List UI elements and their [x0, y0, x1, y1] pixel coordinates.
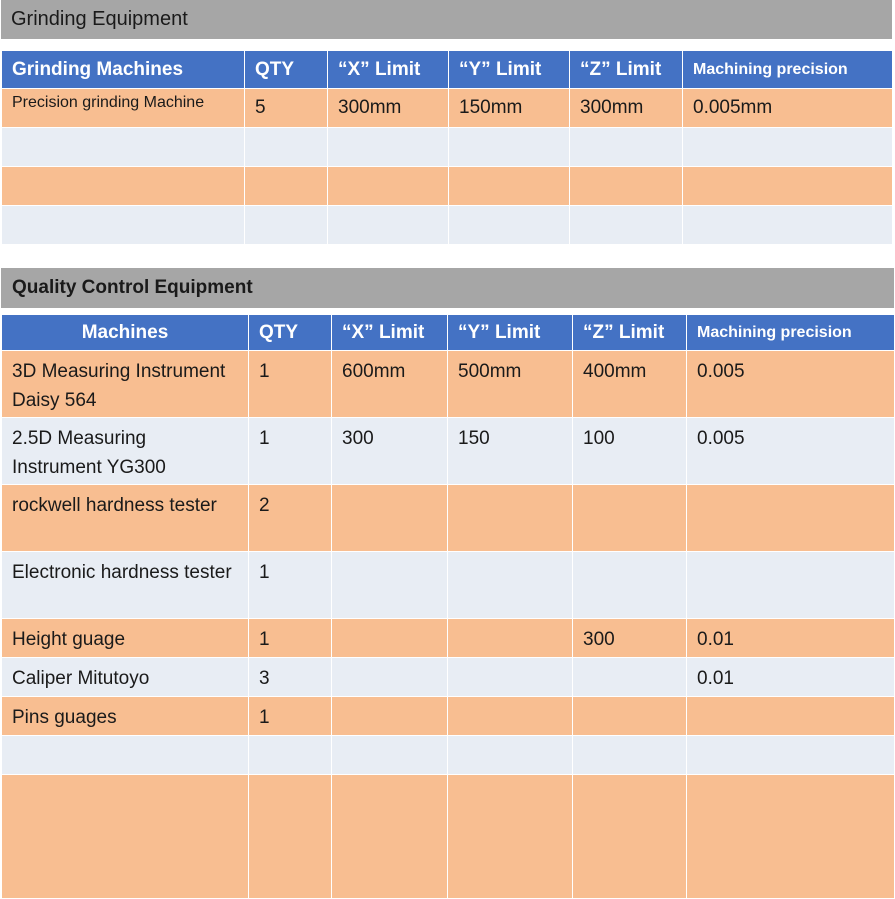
quality-section-title: Quality Control Equipment	[1, 268, 894, 308]
cell-z-limit: 300mm	[570, 89, 683, 128]
cell-machine	[2, 206, 245, 245]
cell-precision: 0.005mm	[683, 89, 893, 128]
cell-z-limit: 300	[573, 619, 687, 658]
cell-z-limit	[573, 775, 687, 899]
cell-z-limit	[573, 552, 687, 619]
cell-z-limit: 100	[573, 418, 687, 485]
cell-precision	[683, 167, 893, 206]
table-row	[2, 619, 895, 658]
cell-z-limit	[573, 658, 687, 697]
cell-z-limit	[573, 697, 687, 736]
cell-x-limit	[332, 552, 448, 619]
table-row	[2, 418, 895, 485]
table-row	[2, 206, 893, 245]
table-row	[2, 736, 895, 775]
cell-qty: 1	[249, 619, 332, 658]
cell-precision	[687, 485, 895, 552]
quality-table	[1, 314, 895, 899]
cell-y-limit: 150mm	[449, 89, 570, 128]
cell-precision	[687, 552, 895, 619]
cell-precision	[683, 206, 893, 245]
cell-qty: 1	[249, 351, 332, 418]
cell-machine	[2, 128, 245, 167]
cell-z-limit	[570, 167, 683, 206]
table-row	[2, 775, 895, 899]
cell-machine: Caliper Mitutoyo	[2, 658, 249, 697]
header-precision: Machining precision	[687, 315, 895, 351]
cell-x-limit: 300	[332, 418, 448, 485]
cell-qty: 5	[245, 89, 328, 128]
table-row	[2, 552, 895, 619]
cell-qty: 1	[249, 697, 332, 736]
quality-control-section	[1, 268, 894, 728]
cell-machine: rockwell hardness tester	[2, 485, 249, 552]
header-x-limit: “X” Limit	[328, 51, 449, 89]
cell-y-limit	[448, 619, 573, 658]
cell-x-limit	[328, 167, 449, 206]
cell-y-limit	[448, 736, 573, 775]
cell-y-limit	[448, 485, 573, 552]
cell-z-limit	[570, 128, 683, 167]
table-row	[2, 128, 893, 167]
grinding-equipment-section	[1, 0, 892, 118]
cell-machine	[2, 775, 249, 899]
cell-machine: Precision grinding Machine	[2, 89, 245, 128]
cell-machine: Electronic hardness tester	[2, 552, 249, 619]
cell-qty: 1	[249, 552, 332, 619]
cell-y-limit	[449, 206, 570, 245]
table-row	[2, 658, 895, 697]
cell-y-limit	[448, 775, 573, 899]
cell-machine	[2, 736, 249, 775]
cell-z-limit	[570, 206, 683, 245]
cell-precision	[687, 775, 895, 899]
cell-qty	[245, 128, 328, 167]
header-y-limit: “Y” Limit	[449, 51, 570, 89]
cell-x-limit	[328, 206, 449, 245]
cell-z-limit	[573, 736, 687, 775]
cell-y-limit	[448, 697, 573, 736]
cell-machine: Pins guages	[2, 697, 249, 736]
cell-x-limit	[332, 485, 448, 552]
cell-precision: 0.005	[687, 351, 895, 418]
cell-z-limit: 400mm	[573, 351, 687, 418]
table-row	[2, 89, 893, 128]
cell-machine: 2.5D Measuring Instrument YG300	[2, 418, 249, 485]
cell-z-limit	[573, 485, 687, 552]
cell-precision	[683, 128, 893, 167]
cell-machine: 3D Measuring Instrument Daisy 564	[2, 351, 249, 418]
grinding-section-title: Grinding Equipment	[1, 0, 892, 39]
cell-x-limit	[328, 128, 449, 167]
header-z-limit: “Z” Limit	[573, 315, 687, 351]
header-y-limit: “Y” Limit	[448, 315, 573, 351]
cell-qty	[245, 167, 328, 206]
cell-x-limit	[332, 697, 448, 736]
cell-x-limit	[332, 658, 448, 697]
cell-y-limit: 500mm	[448, 351, 573, 418]
cell-qty: 1	[249, 418, 332, 485]
cell-precision: 0.01	[687, 658, 895, 697]
cell-qty	[245, 206, 328, 245]
header-machines: Grinding Machines	[2, 51, 245, 89]
cell-y-limit	[448, 658, 573, 697]
header-precision: Machining precision	[683, 51, 893, 89]
header-x-limit: “X” Limit	[332, 315, 448, 351]
quality-header-row	[2, 315, 895, 351]
cell-x-limit	[332, 736, 448, 775]
table-row	[2, 697, 895, 736]
cell-qty: 2	[249, 485, 332, 552]
header-z-limit: “Z” Limit	[570, 51, 683, 89]
header-qty: QTY	[245, 51, 328, 89]
cell-qty	[249, 736, 332, 775]
cell-x-limit: 300mm	[328, 89, 449, 128]
cell-y-limit: 150	[448, 418, 573, 485]
cell-y-limit	[448, 552, 573, 619]
grinding-header-row	[2, 51, 893, 89]
table-row	[2, 485, 895, 552]
grinding-table	[1, 50, 893, 245]
cell-machine	[2, 167, 245, 206]
cell-x-limit: 600mm	[332, 351, 448, 418]
header-qty: QTY	[249, 315, 332, 351]
cell-qty: 3	[249, 658, 332, 697]
cell-x-limit	[332, 619, 448, 658]
table-row	[2, 167, 893, 206]
header-machines: Machines	[2, 315, 249, 351]
cell-machine: Height guage	[2, 619, 249, 658]
cell-y-limit	[449, 128, 570, 167]
cell-y-limit	[449, 167, 570, 206]
cell-x-limit	[332, 775, 448, 899]
cell-precision	[687, 736, 895, 775]
cell-precision: 0.005	[687, 418, 895, 485]
cell-precision	[687, 697, 895, 736]
cell-qty	[249, 775, 332, 899]
cell-precision: 0.01	[687, 619, 895, 658]
table-row	[2, 351, 895, 418]
